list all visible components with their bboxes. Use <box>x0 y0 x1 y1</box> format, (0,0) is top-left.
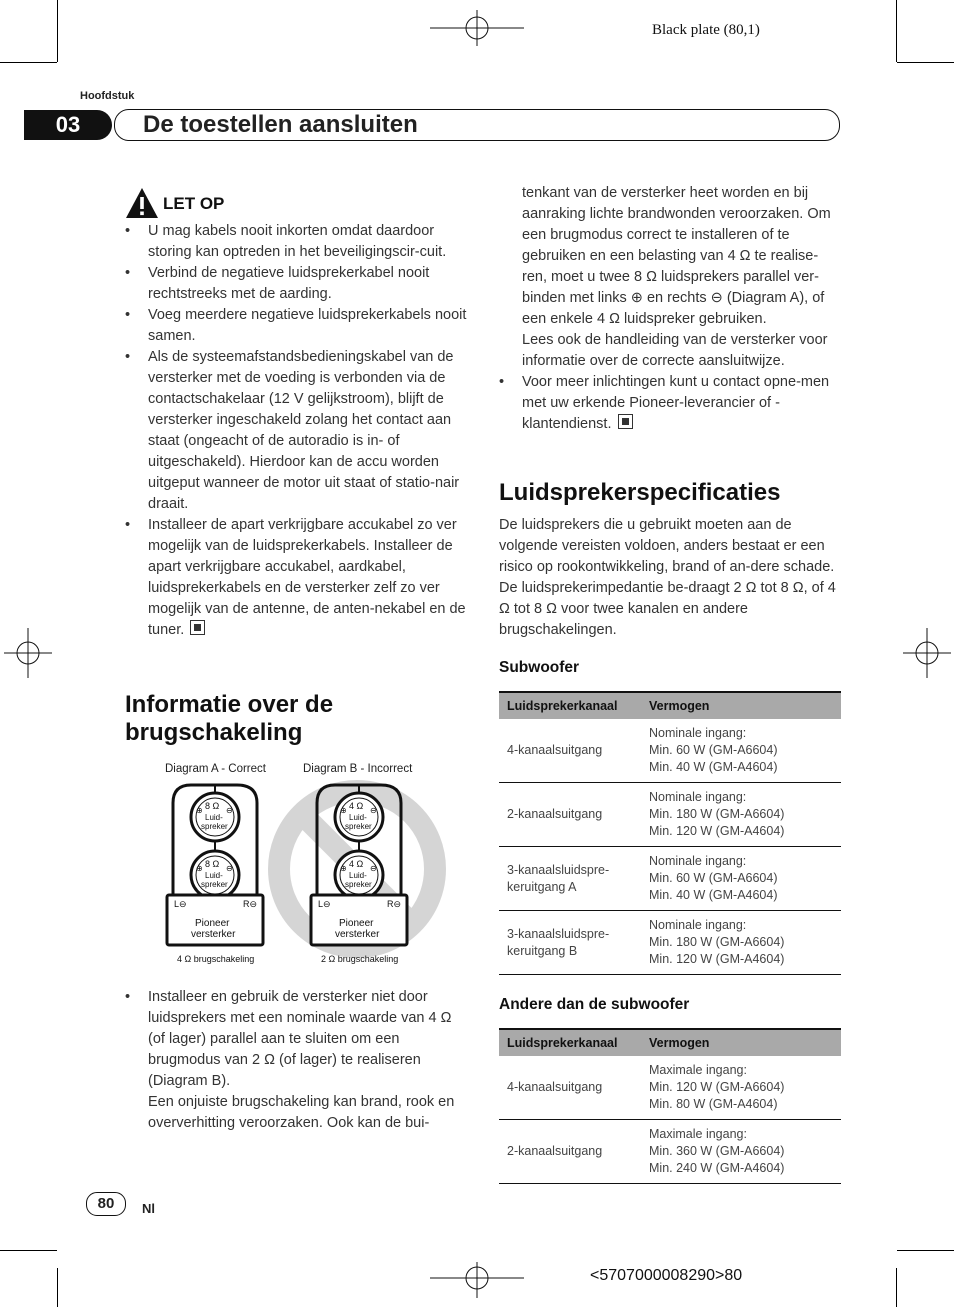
registration-mark-left <box>4 628 52 678</box>
registration-mark-right <box>903 628 951 678</box>
diagram-b-title: Diagram B - Incorrect <box>303 763 413 775</box>
list-item-text: Voor meer inlichtingen kunt u contact opne-men met uw erkende Pioneer-leverancier of -klantendienst. <box>522 374 830 432</box>
power-cell <box>641 1056 841 1120</box>
end-mark-icon <box>618 414 633 429</box>
power-line: Maximale ingang: <box>649 1063 747 1077</box>
amp-label: Pioneer <box>339 918 374 929</box>
spec-intro: De luidsprekers die u gebruikt moeten aan de volgende vereisten voldoen, anders bestaat er een risico op rookontwikkeling, brand of an-dere schade. De luidsprekerimpedantie be-draagt 2 Ω tot 8 Ω, of 4 Ω tot 8 Ω voor twee kanalen en andere brugschakelingen. <box>499 517 836 638</box>
speaker-ohm: 4 Ω <box>349 801 364 811</box>
registration-mark-bottom <box>430 1262 524 1298</box>
power-line: Nominale ingang: <box>649 918 747 932</box>
crop-mark <box>0 62 57 63</box>
table-row <box>499 719 841 783</box>
table-row <box>499 783 841 847</box>
speaker-ohm: 8 Ω <box>205 859 220 869</box>
table-header-row <box>499 692 841 719</box>
speaker-label: Luid- <box>349 871 367 880</box>
speaker-label: spreker <box>345 880 372 889</box>
column-header: Luidsprekerkanaal <box>499 1029 641 1056</box>
power-line: Min. 60 W (GM-A6604) <box>649 871 778 885</box>
registration-mark-top <box>430 10 524 46</box>
table-row <box>499 1056 841 1120</box>
amp-label: versterker <box>335 929 380 940</box>
speaker-label: Luid- <box>349 813 367 822</box>
list-item: • Verbind de negatieve luidsprekerkabel nooit rechtstreeks met de aarding. <box>125 263 467 305</box>
power-line: Min. 120 W (GM-A4604) <box>649 824 785 838</box>
chapter-title: De toestellen aansluiten <box>143 111 418 138</box>
crop-mark <box>896 1268 897 1307</box>
amp-left-terminal: L⊖ <box>174 899 187 909</box>
column-header: Vermogen <box>641 692 841 719</box>
power-line: Min. 360 W (GM-A6604) <box>649 1144 785 1158</box>
amp-right-terminal: R⊖ <box>387 899 402 909</box>
bridge-list <box>125 987 467 1134</box>
warning-icon <box>125 187 159 219</box>
end-mark-icon <box>190 620 205 635</box>
power-line: Min. 120 W (GM-A6604) <box>649 1080 785 1094</box>
power-cell <box>641 1120 841 1184</box>
amp-label: versterker <box>191 929 236 940</box>
list-item <box>125 987 467 1134</box>
crop-mark <box>897 62 954 63</box>
page-number: 80 <box>86 1192 126 1216</box>
other-heading: Andere dan de subwoofer <box>499 996 690 1013</box>
speaker-label: Luid- <box>205 813 223 822</box>
document-code: <5707000008290>80 <box>590 1267 743 1284</box>
minus-terminal-icon: ⊖ <box>226 806 233 815</box>
list-item: • Voeg meerdere negatieve luidsprekerkabels nooit samen. <box>125 305 467 347</box>
channel-cell: 3-kanaalsluidspre-keruitgang B <box>499 911 641 975</box>
list-item <box>499 372 841 435</box>
power-line: Min. 80 W (GM-A4604) <box>649 1097 778 1111</box>
speaker-label: spreker <box>345 822 372 831</box>
power-cell <box>641 847 841 911</box>
bridge-bullet-text: • Installeer en gebruik de versterker niet door luidsprekers met een nominale waarde van 4 Ω (of lager) parallel aan te sluiten om een brugmodus van 2 Ω (of lager) te realiseren (Diagram B). <box>148 989 452 1089</box>
plus-terminal-icon: ⊕ <box>196 806 203 815</box>
power-line: Nominale ingang: <box>649 790 747 804</box>
power-line: Min. 240 W (GM-A4604) <box>649 1161 785 1175</box>
diagram-a <box>167 785 263 964</box>
bridge-bullet-cont: Een onjuiste brugschakeling kan brand, rook en oververhitting veroorzaken. Ook kan de bui- <box>148 1094 455 1131</box>
speaker-ohm: 4 Ω <box>349 859 364 869</box>
other-table <box>499 1028 841 1184</box>
amp-left-terminal: L⊖ <box>318 899 331 909</box>
speaker-label: spreker <box>201 880 228 889</box>
plus-terminal-icon: ⊕ <box>196 864 203 873</box>
power-cell <box>641 783 841 847</box>
channel-cell: 4-kanaalsuitgang <box>499 1056 641 1120</box>
channel-cell: 2-kanaalsuitgang <box>499 783 641 847</box>
column-header: Vermogen <box>641 1029 841 1056</box>
continued-paragraph-2: Lees ook de handleiding van de versterker voor informatie over de correcte aansluitwijze. <box>522 332 828 369</box>
speaker-label: spreker <box>201 822 228 831</box>
crop-mark <box>57 0 58 62</box>
crop-mark <box>896 0 897 62</box>
bridge-heading: Informatie over de brugschakeling <box>125 691 334 746</box>
list-item: • U mag kabels nooit inkorten omdat daardoor storing kan optreden in het beveiligingscir-cuit. <box>125 221 467 263</box>
plate-label: Black plate (80,1) <box>652 22 760 38</box>
power-line: Min. 40 W (GM-A4604) <box>649 888 778 902</box>
speaker-ohm: 8 Ω <box>205 801 220 811</box>
bridge-diagram <box>125 757 467 977</box>
table-header-row <box>499 1029 841 1056</box>
power-line: Min. 120 W (GM-A4604) <box>649 952 785 966</box>
power-line: Min. 40 W (GM-A4604) <box>649 760 778 774</box>
plus-terminal-icon: ⊕ <box>340 806 347 815</box>
channel-cell: 4-kanaalsuitgang <box>499 719 641 783</box>
list-item <box>125 515 467 641</box>
table-row <box>499 847 841 911</box>
caution-title: LET OP <box>163 193 225 213</box>
left-column <box>125 186 467 1134</box>
continued-paragraph: tenkant van de versterker heet worden en bij aanraking lichte brandwonden veroorzaken. Om een brugmodus correct te installeren of te gebruiken en een belasting van 4 Ω te realise-ren, moet u twee 8 Ω luidsprekers parallel ver-binden met links ⊕ en rechts ⊖ (Diagram A), of een enkele 4 Ω luidspreker gebruiken. <box>522 185 831 327</box>
power-line: Maximale ingang: <box>649 1127 747 1141</box>
power-cell <box>641 719 841 783</box>
minus-terminal-icon: ⊖ <box>370 864 377 873</box>
chapter-number: 03 <box>24 110 112 140</box>
subwoofer-table <box>499 691 841 975</box>
caution-heading <box>125 186 467 220</box>
crop-mark <box>0 1250 57 1251</box>
amp-right-terminal: R⊖ <box>243 899 258 909</box>
diagram-b-caption: 2 Ω brugschakeling <box>321 954 399 964</box>
power-line: Min. 180 W (GM-A6604) <box>649 807 785 821</box>
continued-text <box>499 183 841 372</box>
power-line: Min. 180 W (GM-A6604) <box>649 935 785 949</box>
right-column <box>499 183 841 1184</box>
crop-mark <box>897 1250 954 1251</box>
power-line: Min. 60 W (GM-A6604) <box>649 743 778 757</box>
caution-list <box>125 221 467 641</box>
channel-cell: 2-kanaalsuitgang <box>499 1120 641 1184</box>
diagram-a-title: Diagram A - Correct <box>165 763 266 775</box>
column-header: Luidsprekerkanaal <box>499 692 641 719</box>
channel-cell: 3-kanaalsluidspre-keruitgang A <box>499 847 641 911</box>
table-row <box>499 1120 841 1184</box>
spec-heading: Luidsprekerspecificaties <box>499 479 781 506</box>
speaker-label: Luid- <box>205 871 223 880</box>
language-code: Nl <box>142 1201 155 1216</box>
power-cell <box>641 911 841 975</box>
diagram-a-caption: 4 Ω brugschakeling <box>177 954 255 964</box>
list-item-text: Installeer de apart verkrijgbare accukabel zo ver mogelijk van de luidsprekerkabels. Installeer de apart verkrijgbare accukabel, aardkabel, luidsprekerkabels en de versterker zelf zo ver mogelijk van de antenne, de anten-nekabel en de tuner. <box>148 517 466 638</box>
info-list <box>499 372 841 435</box>
table-row <box>499 911 841 975</box>
crop-mark <box>57 1268 58 1307</box>
plus-terminal-icon: ⊕ <box>340 864 347 873</box>
chapter-label: Hoofdstuk <box>80 90 135 102</box>
power-line: Nominale ingang: <box>649 854 747 868</box>
subwoofer-heading: Subwoofer <box>499 659 580 676</box>
amp-label: Pioneer <box>195 918 230 929</box>
minus-terminal-icon: ⊖ <box>370 806 377 815</box>
minus-terminal-icon: ⊖ <box>226 864 233 873</box>
power-line: Nominale ingang: <box>649 726 747 740</box>
list-item: • Als de systeemafstandsbedieningskabel van de versterker met de voeding is verbonden via de contactschakelaar (12 V gelijkstroom), blijft de versterker ingeschakeld zolang het contact aan staat (ongeacht of de autoradio is in- of uitgeschakeld). Hierdoor kan de accu worden uitgeput wanneer de motor uit staat of statio-nair draait. <box>125 347 467 515</box>
